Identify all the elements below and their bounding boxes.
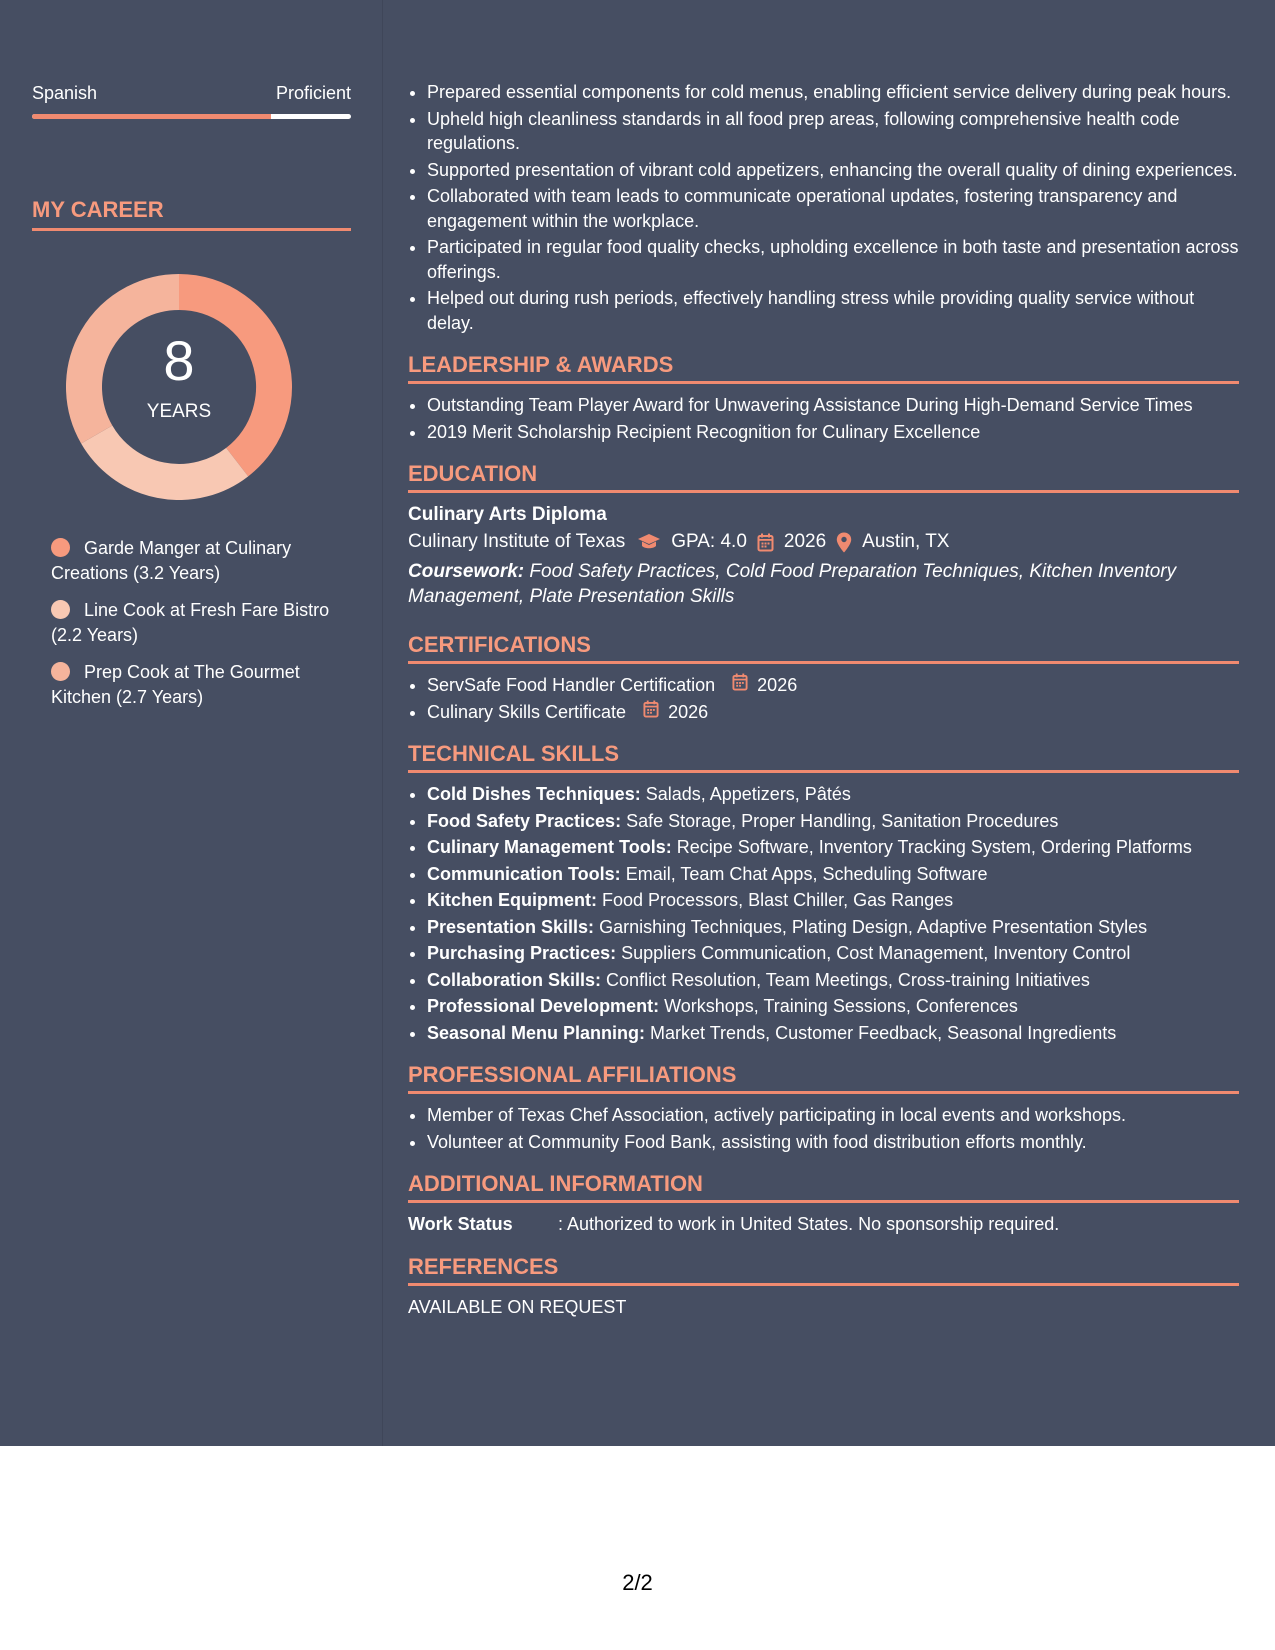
education-school: Culinary Institute of Texas (408, 531, 626, 552)
skill-label: Food Safety Practices: (427, 810, 622, 831)
certifications-list (408, 673, 1239, 724)
skill-label: Culinary Management Tools: (427, 837, 672, 857)
leadership-list (408, 393, 1239, 444)
skill-value: Salads, Appetizers, Pâtés (645, 784, 851, 804)
education-gpa: GPA: 4.0 (671, 531, 747, 552)
career-item (51, 536, 341, 586)
language-block (32, 82, 351, 119)
references-heading: REFERENCES (408, 1253, 1239, 1286)
calendar-icon (732, 673, 748, 691)
skill-item (427, 994, 1239, 1019)
education-heading: EDUCATION (408, 460, 1239, 493)
skill-value: Recipe Software, Inventory Tracking System, Ordering Platforms (676, 837, 1192, 857)
skill-value: Suppliers Communication, Cost Management, Inventory Control (621, 943, 1131, 963)
skill-item (427, 941, 1239, 966)
main-column (408, 80, 1239, 1319)
career-item-label: Line Cook at Fresh Fare Bistro (2.2 Years) (51, 600, 330, 645)
skill-label: Purchasing Practices: (427, 943, 617, 963)
career-dot-icon (51, 538, 70, 557)
skill-value: Garnishing Techniques, Plating Design, Adaptive Presentation Styles (599, 916, 1148, 937)
career-donut-segment (97, 435, 237, 483)
coursework-text: Food Safety Practices, Cold Food Preparation Techniques, Kitchen Inventory Management, Plate Presentation Skills (408, 561, 1177, 607)
leadership-heading: LEADERSHIP & AWARDS (408, 351, 1239, 384)
calendar-icon (757, 533, 774, 552)
page-number: 2/2 (622, 1570, 653, 1595)
skills-heading: TECHNICAL SKILLS (408, 740, 1239, 773)
skill-value: Food Processors, Blast Chiller, Gas Ranges (602, 890, 954, 910)
graduation-cap-icon (637, 533, 661, 551)
skill-value: Workshops, Training Sessions, Conferences (664, 996, 1018, 1016)
skill-item (427, 968, 1239, 993)
certification-year: 2026 (757, 675, 798, 695)
skill-label: Presentation Skills: (427, 916, 595, 937)
skill-item (427, 835, 1239, 860)
experience-bullet: • Prepared essential components for cold menus, enabling efficient service delivery during peak hours. (427, 80, 1239, 105)
skill-item (427, 915, 1239, 940)
calendar-icon (643, 700, 659, 718)
leadership-item: • Outstanding Team Player Award for Unwavering Assistance During High-Demand Service Times (427, 393, 1239, 418)
skill-label: Collaboration Skills: (427, 969, 602, 990)
experience-bullet: • Upheld high cleanliness standards in all food prep areas, following comprehensive health code regulations. (427, 107, 1239, 156)
certification-name: ServSafe Food Handler Certification (427, 675, 716, 695)
career-dot-icon (51, 600, 70, 619)
coursework-label: Coursework: (408, 561, 525, 582)
experience-bullet: • Helped out during rush periods, effectively handling stress while providing quality service without delay. (427, 286, 1239, 335)
skill-item (427, 1021, 1239, 1046)
affiliations-heading: PROFESSIONAL AFFILIATIONS (408, 1061, 1239, 1094)
skill-label: Cold Dishes Techniques: (427, 784, 641, 804)
language-proficiency-fill (32, 114, 271, 119)
career-item-label: Prep Cook at The Gourmet Kitchen (2.7 Years) (51, 662, 300, 707)
career-item (51, 660, 341, 710)
skill-label: Communication Tools: (427, 863, 621, 884)
skill-label: Seasonal Menu Planning: (427, 1022, 646, 1043)
language-row (32, 82, 351, 104)
work-status-row (408, 1212, 1239, 1237)
certification-year: 2026 (668, 701, 709, 722)
experience-bullet: • Supported presentation of vibrant cold appetizers, enhancing the overall quality of dining experiences. (427, 158, 1239, 183)
skills-list (408, 782, 1239, 1045)
career-heading: MY CAREER (32, 196, 351, 231)
career-dot-icon (51, 662, 70, 681)
language-level: Proficient (275, 83, 351, 103)
certifications-heading: CERTIFICATIONS (408, 631, 1239, 664)
affiliation-item: • Member of Texas Chef Association, actively participating in local events and workshops. (427, 1103, 1239, 1128)
education-meta (408, 527, 1239, 557)
language-name: Spanish (32, 83, 98, 103)
education-year: 2026 (783, 531, 827, 552)
language-proficiency-bar (32, 114, 351, 119)
experience-bullet: • Collaborated with team leads to communicate operational updates, fostering transparency and engagement within the workplace. (427, 184, 1239, 233)
skill-value: Email, Team Chat Apps, Scheduling Software (625, 863, 988, 884)
career-item (51, 598, 341, 648)
skill-label: Kitchen Equipment: (427, 890, 597, 910)
work-status-value: : Authorized to work in United States. No sponsorship required. (558, 1214, 1060, 1234)
career-total-unit: YEARS (146, 401, 212, 422)
affiliation-item: • Volunteer at Community Food Bank, assisting with food distribution efforts monthly. (427, 1130, 1239, 1155)
career-total-number: 8 (163, 329, 195, 392)
experience-bullet: • Participated in regular food quality checks, upholding excellence in both taste and presentation across offerings. (427, 235, 1239, 284)
certification-name: Culinary Skills Certificate (427, 701, 627, 722)
work-status-label: Work Status (408, 1214, 513, 1234)
experience-bullets (408, 80, 1239, 335)
references-text: AVAILABLE ON REQUEST (408, 1296, 627, 1317)
education-location: Austin, TX (862, 531, 950, 552)
leadership-item: • 2019 Merit Scholarship Recipient Recognition for Culinary Excellence (427, 420, 1239, 445)
skill-item (427, 782, 1239, 807)
skill-item (427, 888, 1239, 913)
skill-item (427, 809, 1239, 834)
education-coursework (408, 559, 1239, 609)
career-item-label: Garde Manger at Culinary Creations (3.2 Years) (51, 538, 292, 583)
skill-label: Professional Development: (427, 996, 660, 1016)
additional-info-heading: ADDITIONAL INFORMATION (408, 1170, 1239, 1203)
career-list (51, 536, 341, 722)
skill-value: Safe Storage, Proper Handling, Sanitation Procedures (626, 810, 1059, 831)
location-pin-icon (836, 532, 852, 553)
skill-value: Conflict Resolution, Team Meetings, Cross-training Initiatives (606, 969, 1090, 990)
column-divider (382, 0, 383, 1446)
certification-item (427, 700, 1239, 725)
certification-item (427, 673, 1239, 698)
career-donut-chart (66, 274, 292, 500)
education-degree: Culinary Arts Diploma (408, 504, 607, 525)
affiliations-list (408, 1103, 1239, 1154)
skill-item (427, 862, 1239, 887)
skill-value: Market Trends, Customer Feedback, Seasonal Ingredients (650, 1022, 1117, 1043)
